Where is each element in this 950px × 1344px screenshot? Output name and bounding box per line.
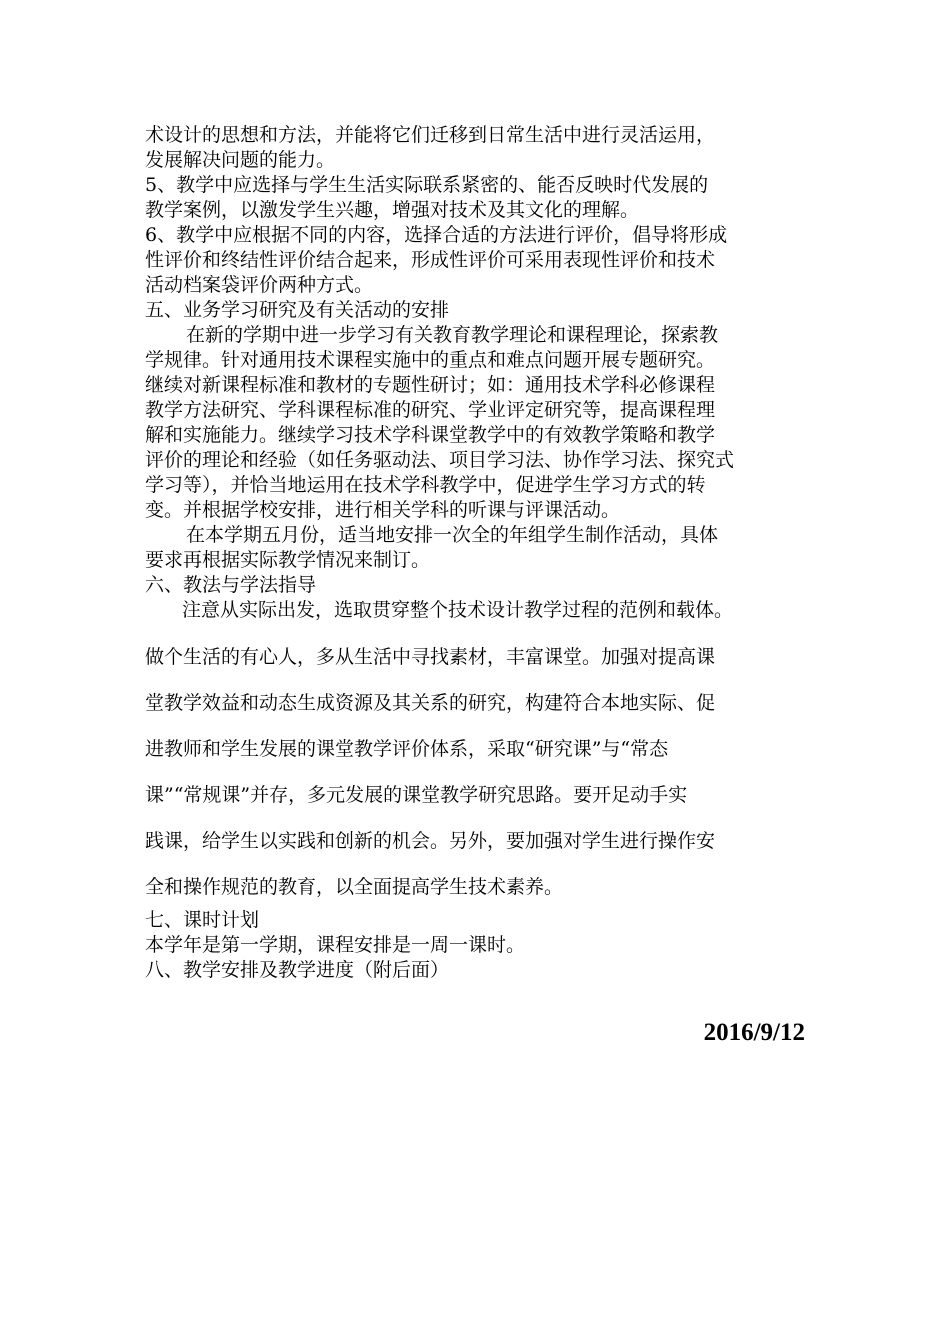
text-line: 在新的学期中进一步学习有关教育教学理论和课程理论，探索教 [186,324,719,346]
text-line: 性评价和终结性评价结合起来，形成性评价可采用表现性评价和技术 [145,249,716,271]
text-line: 继续对新课程标准和教材的专题性研讨；如：通用技术学科必修课程 [145,374,716,396]
text-line: 课”“常规课”并存，多元发展的课堂教学研究思路。要开足动手实 [145,784,688,806]
text-line: 活动档案袋评价两种方式。 [145,274,374,296]
text-line: 发展解决问题的能力。 [145,149,336,171]
text-line: 6、教学中应根据不同的内容，选择合适的方法进行评价，倡导将形成 [145,224,728,246]
text-line: 堂教学效益和动态生成资源及其关系的研究，构建符合本地实际、促 [145,692,716,714]
text-line: 要求再根据实际教学情况来制订。 [145,549,431,571]
text-line: 全和操作规范的教育，以全面提高学生技术素养。 [145,876,564,898]
text-line: 变。并根据学校安排，进行相关学科的听课与评课活动。 [145,499,621,521]
text-line: 学习等），并恰当地运用在技术学科教学中，促进学生学习方式的转 [145,474,706,496]
text-line: 教学方法研究、学科课程标准的研究、学业评定研究等，提高课程理 [145,399,716,421]
text-line: 术设计的思想和方法，并能将它们迁移到日常生活中进行灵活运用， [145,124,716,146]
text-line: 进教师和学生发展的课堂教学评价体系，采取“研究课”与“常态 [145,738,669,760]
text-line: 5、教学中应选择与学生生活实际联系紧密的、能否反映时代发展的 [145,174,709,196]
text-line: 教学案例，以激发学生兴趣，增强对技术及其文化的理解。 [145,199,640,221]
document-date: 2016/9/12 [703,1019,805,1046]
text-line: 在本学期五月份，适当地安排一次全的年组学生制作活动，具体 [186,524,719,546]
text-line: 评价的理论和经验（如任务驱动法、项目学习法、协作学习法、探究式 [145,449,735,471]
section-heading: 七、课时计划 [145,909,260,931]
text-line: 学规律。针对通用技术课程实施中的重点和难点问题开展专题研究。 [145,349,716,371]
section-heading: 六、教法与学法指导 [145,574,317,596]
section-heading: 八、教学安排及教学进度（附后面） [145,959,450,981]
text-line: 解和实施能力。继续学习技术学科课堂教学中的有效教学策略和教学 [145,424,716,446]
text-line: 本学年是第一学期，课程安排是一周一课时。 [145,934,526,956]
text-line: 做个生活的有心人，多从生活中寻找素材，丰富课堂。加强对提高课 [145,646,716,668]
section-heading: 五、业务学习研究及有关活动的安排 [145,299,450,321]
text-line: 践课，给学生以实践和创新的机会。另外，要加强对学生进行操作安 [145,830,716,852]
text-line: 注意从实际出发，选取贯穿整个技术设计教学过程的范例和载体。 [182,599,734,621]
